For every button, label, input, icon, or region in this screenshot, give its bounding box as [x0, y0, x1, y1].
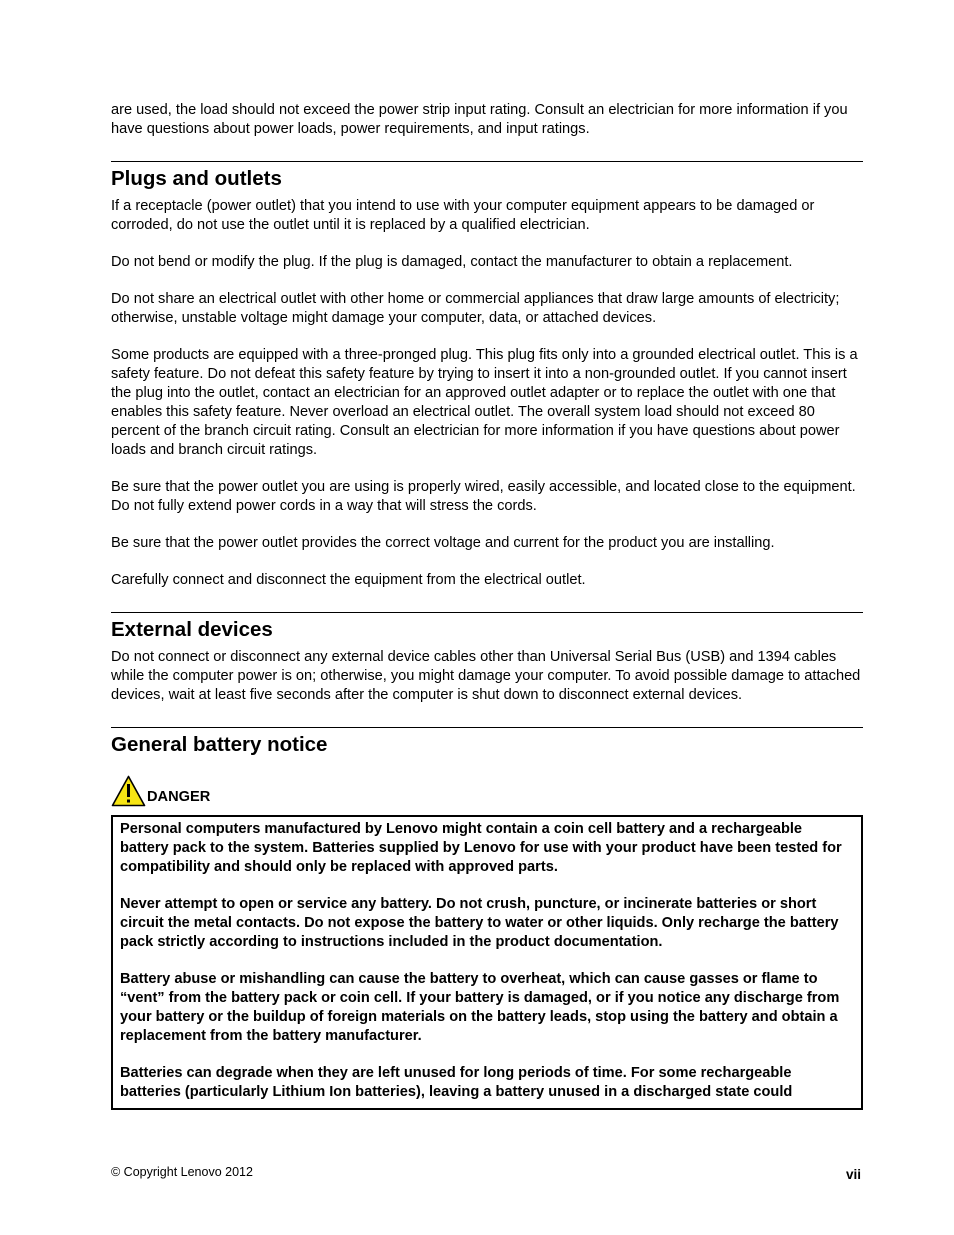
danger-paragraph-2: Never attempt to open or service any battery. Do not crush, puncture, or incinerate batteries or short circuit the metal contacts. Do not expose the battery to water or other liquids. Only recharge the battery pack strictly according to instructions included in the product documentation. — [120, 896, 839, 950]
external-paragraph-1: Do not connect or disconnect any external device cables other than Universal Serial Bus (USB) and 1394 cables while the computer power is on; otherwise, you might damage your computer. To avoid possible damage to attached devices, wait at least five seconds after the computer is shut down to disconnect external devices. — [111, 649, 861, 703]
plugs-paragraph-3: Do not share an electrical outlet with other home or commercial appliances that draw large amounts of electricity; otherwise, unstable voltage might damage your computer, data, or attached devices. — [111, 291, 840, 326]
danger-paragraph-1: Personal computers manufactured by Lenovo might contain a coin cell battery and a rechargeable battery pack to the system. Batteries supplied by Lenovo for use with your product have been tested for compatibility and should only be replaced with approved parts. — [120, 821, 842, 875]
danger-box — [111, 815, 863, 1110]
plugs-paragraph-5: Be sure that the power outlet you are using is properly wired, easily accessible, and located close to the equipment. Do not fully extend power cords in a way that will stress the cords. — [111, 479, 856, 514]
plugs-paragraph-7: Carefully connect and disconnect the equipment from the electrical outlet. — [111, 572, 586, 588]
heading-general-battery-notice: General battery notice — [111, 733, 328, 756]
danger-label: DANGER — [147, 789, 211, 805]
danger-paragraph-4: Batteries can degrade when they are left unused for long periods of time. For some rechargeable batteries (particularly Lithium Ion batteries), leaving a battery unused in a discharged state could — [120, 1065, 793, 1100]
danger-paragraph-3: Battery abuse or mishandling can cause the battery to overheat, which can cause gasses or flame to “vent” from the battery pack or coin cell. If your battery is damaged, or if you notice any discharge from your battery or the buildup of foreign materials on the battery leads, stop using the battery and obtain a replacement from the battery manufacturer. — [120, 971, 840, 1044]
warning-triangle-icon — [111, 775, 146, 807]
page-content — [111, 101, 863, 1110]
heading-external-devices: External devices — [111, 618, 273, 641]
intro-paragraph: are used, the load should not exceed the power strip input rating. Consult an electrician for more information if you have questions about power loads, power requirements, and input ratings. — [111, 102, 848, 137]
page-number: vii — [845, 1167, 861, 1182]
copyright-notice: © Copyright Lenovo 2012 — [111, 1165, 253, 1179]
danger-notice — [111, 771, 863, 807]
plugs-paragraph-2: Do not bend or modify the plug. If the plug is damaged, contact the manufacturer to obtain a replacement. — [111, 254, 793, 270]
plugs-paragraph-6: Be sure that the power outlet provides the correct voltage and current for the product you are installing. — [111, 535, 775, 551]
plugs-paragraph-4: Some products are equipped with a three-pronged plug. This plug fits only into a grounded electrical outlet. This is a safety feature. Do not defeat this safety feature by trying to insert it into a non-grounded outlet. If you cannot insert the plug into the outlet, contact an electrician for an approved outlet adapter or to replace the outlet with one that enables this safety feature. Never overload an electrical outlet. The overall system load should not exceed 80 percent of the branch circuit rating. Consult an electrician for more information if you have questions about power loads and branch circuit ratings. — [111, 347, 858, 458]
plugs-paragraph-1: If a receptacle (power outlet) that you intend to use with your computer equipment appears to be damaged or corroded, do not use the outlet until it is replaced by a qualified electrician. — [111, 198, 815, 233]
heading-plugs-and-outlets: Plugs and outlets — [111, 167, 282, 190]
